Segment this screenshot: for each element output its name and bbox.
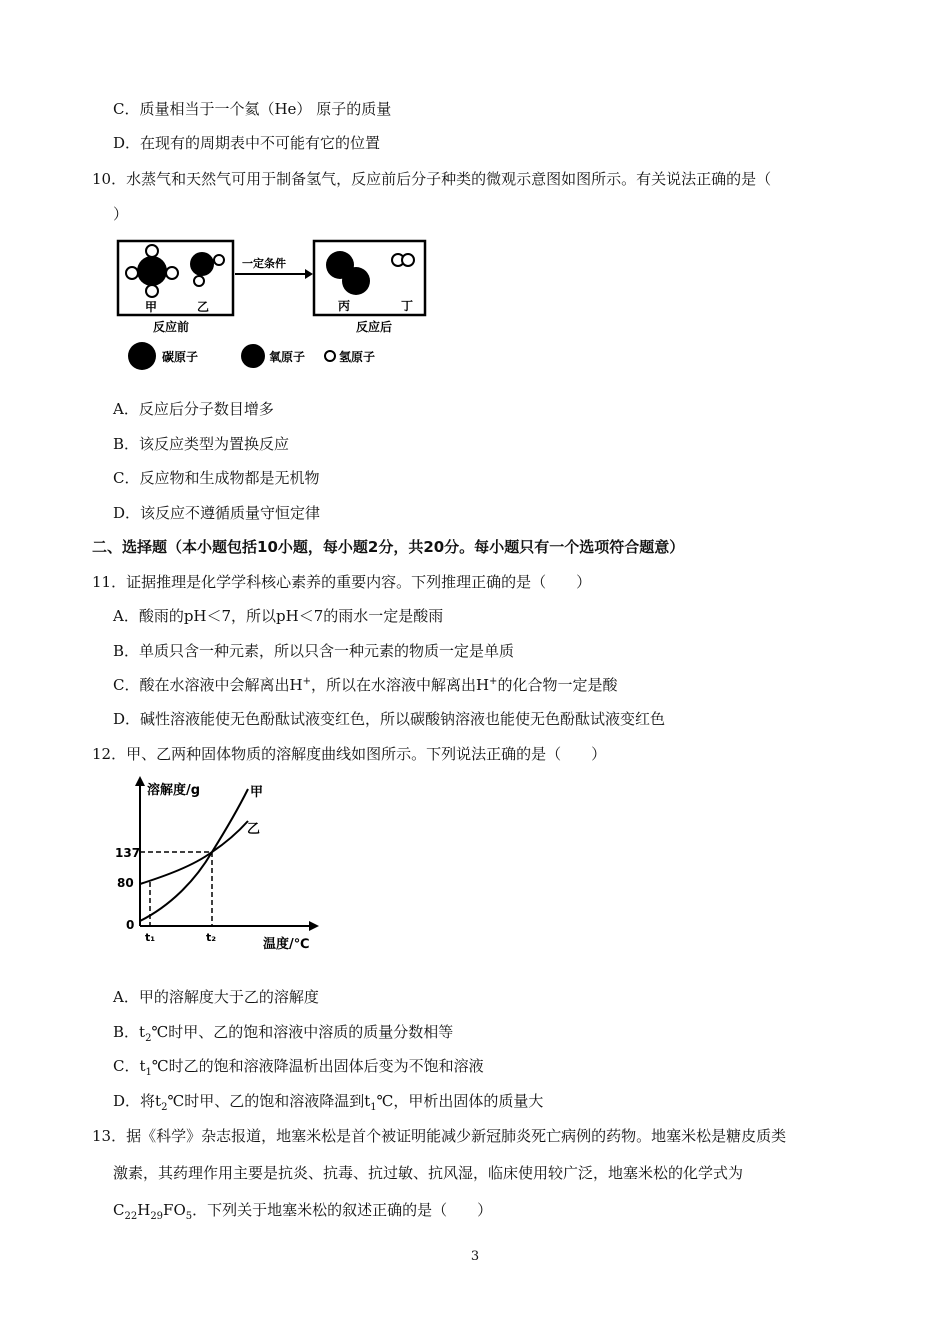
text: C．酸在水溶液中会解离出H (113, 676, 303, 694)
label-bing: 丙 (338, 299, 351, 313)
subscript: 5 (185, 1211, 193, 1222)
q12-option-b (113, 1023, 454, 1044)
caption-after: 反应后 (356, 320, 393, 334)
subscript: 22 (124, 1211, 138, 1222)
curve-jia (140, 789, 248, 921)
q10-option-c: C．反应物和生成物都是无机物 (113, 469, 320, 487)
subscript: 2 (161, 1102, 168, 1113)
text: ℃，甲析出固体的质量大 (376, 1092, 544, 1110)
x-axis-arrow-icon (309, 921, 319, 931)
hydrogen-atom (194, 276, 204, 286)
y-tick-80: 80 (117, 876, 134, 890)
series-label-yi: 乙 (247, 822, 261, 837)
arrow-head-icon (305, 269, 313, 279)
y-tick-0: 0 (126, 918, 135, 932)
legend-oxygen-label: 氧原子 (269, 350, 306, 364)
q11-stem: 11．证据推理是化学学科核心素养的重要内容。下列推理正确的是（ ） (92, 573, 592, 591)
q9-option-d: D．在现有的周期表中不可能有它的位置 (113, 134, 381, 152)
q10-option-a: A．反应后分子数目增多 (113, 400, 274, 418)
x-tick-t1: t₁ (145, 931, 156, 944)
page-number: 3 (470, 1249, 480, 1264)
q11-option-b: B．单质只含一种元素，所以只含一种元素的物质一定是单质 (113, 642, 515, 660)
text: ℃时甲、乙的饱和溶液中溶质的质量分数相等 (151, 1023, 454, 1041)
x-tick-t2: t₂ (206, 931, 217, 944)
q10-stem-close: ） (113, 205, 129, 223)
hydrogen-atom (166, 267, 178, 279)
q11-option-c (113, 678, 617, 693)
q10-option-b: B．该反应类型为置换反应 (113, 435, 290, 453)
text: C．t (113, 1057, 146, 1075)
text: ℃时乙的饱和溶液降温析出固体后变为不饱和溶液 (151, 1057, 484, 1075)
carbon-atom (137, 256, 167, 286)
oxygen-atom (342, 267, 370, 295)
caption-before: 反应前 (153, 320, 190, 334)
arrow-label: 一定条件 (242, 257, 286, 270)
y-axis-label: 溶解度/g (147, 783, 201, 798)
hydrogen-atom (214, 255, 224, 265)
y-tick-137: 137 (115, 846, 141, 860)
oxygen-atom (190, 252, 214, 276)
q10-stem: 10．水蒸气和天然气可用于制备氢气，反应前后分子种类的微观示意图如图所示。有关说法正确的是（ (92, 170, 772, 188)
q12-solubility-chart (115, 776, 325, 954)
text: 的化合物一定是酸 (497, 676, 618, 694)
text: ℃时甲、乙的饱和溶液降温到t (167, 1092, 371, 1110)
label-ding: 丁 (401, 299, 414, 313)
text: D．将t (113, 1092, 162, 1110)
q10-reaction-diagram (115, 238, 445, 373)
legend-carbon-label: 碳原子 (162, 350, 199, 364)
q13-line-3 (113, 1201, 493, 1222)
legend-hydrogen-label: 氢原子 (339, 350, 376, 364)
text: B．t (113, 1023, 146, 1041)
q12-option-d (113, 1092, 544, 1113)
q10-option-d: D．该反应不遵循质量守恒定律 (113, 504, 321, 522)
formula-c: C (113, 1201, 125, 1219)
subscript: 2 (145, 1033, 152, 1044)
subscript: 1 (145, 1067, 152, 1078)
formula-h: H (137, 1201, 151, 1219)
legend-hydrogen-icon (325, 351, 335, 361)
hydrogen-atom (146, 285, 158, 297)
y-axis-arrow-icon (135, 776, 145, 786)
q11-option-d: D．碱性溶液能使无色酚酞试液变红色，所以碳酸钠溶液也能使无色酚酞试液变红色 (113, 710, 666, 728)
q13-line-1: 13．据《科学》杂志报道，地塞米松是首个被证明能减少新冠肺炎死亡病例的药物。地塞米松是糖皮质类 (92, 1127, 787, 1145)
q13-line-2: 激素，其药理作用主要是抗炎、抗毒、抗过敏、抗风湿，临床使用较广泛，地塞米松的化学式为 (113, 1164, 744, 1182)
q12-option-a: A．甲的溶解度大于乙的溶解度 (113, 988, 319, 1006)
superscript: + (302, 676, 311, 687)
label-jia: 甲 (145, 300, 158, 314)
q11-option-a: A．酸雨的pH＜7，所以pH＜7的雨水一定是酸雨 (113, 607, 444, 625)
subscript: 29 (150, 1211, 164, 1222)
x-axis-label: 温度/℃ (263, 937, 310, 952)
text: ，所以在水溶液中解离出H (310, 676, 490, 694)
subscript: 1 (370, 1102, 377, 1113)
section-heading: 二、选择题（本小题包括10小题，每小题2分，共20分。每小题只有一个选项符合题意） (92, 538, 685, 556)
q12-stem: 12．甲、乙两种固体物质的溶解度曲线如图所示。下列说法正确的是（ ） (92, 745, 607, 763)
q9-option-c: C．质量相当于一个氦（He） 原子的质量 (113, 100, 392, 118)
text: ．下列关于地塞米松的叙述正确的是（ ） (192, 1201, 493, 1219)
hydrogen-atom (126, 267, 138, 279)
formula-fo: FO (163, 1201, 186, 1219)
label-yi: 乙 (197, 300, 210, 314)
legend-oxygen-icon (241, 344, 265, 368)
legend-carbon-icon (128, 342, 156, 370)
superscript: + (489, 676, 498, 687)
q12-option-c (113, 1057, 484, 1078)
hydrogen-atom (146, 245, 158, 257)
series-label-jia: 甲 (250, 785, 264, 800)
hydrogen-atom (402, 254, 414, 266)
